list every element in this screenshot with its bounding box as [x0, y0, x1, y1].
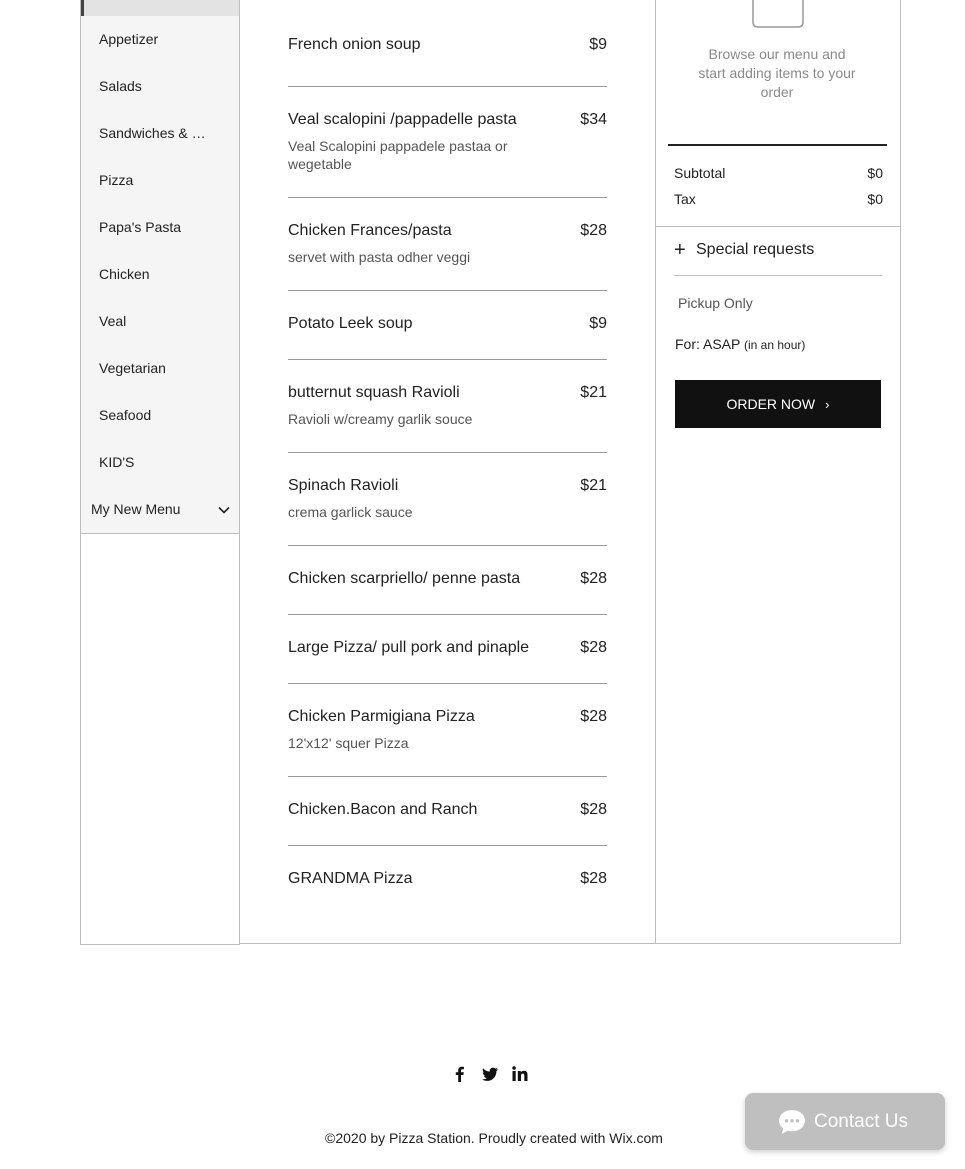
sidebar-item-sandwiches[interactable]: Sandwiches & … — [99, 125, 206, 141]
menu-item-description: Veal Scalopini pappadele pastaa or wegetable — [288, 138, 508, 172]
contact-us-chat-button[interactable] — [745, 1093, 945, 1150]
facebook-icon[interactable] — [451, 1065, 469, 1083]
menu-item[interactable] — [288, 477, 607, 527]
menu-item-name: Spinach Ravioli — [288, 477, 399, 494]
divider — [288, 545, 607, 546]
menu-item-price: $28 — [580, 639, 607, 656]
sidebar-item-papas-pasta[interactable]: Papa's Pasta — [99, 219, 182, 235]
menu-item-name: GRANDMA Pizza — [288, 870, 413, 887]
order-now-label: ORDER NOW — [726, 396, 816, 412]
tax-value: $0 — [867, 191, 883, 207]
menu-selector-dropdown[interactable] — [81, 486, 239, 533]
category-sidebar — [80, 0, 240, 534]
sidebar-item-veal[interactable]: Veal — [99, 313, 127, 329]
menu-item-name: French onion soup — [288, 36, 421, 53]
menu-item[interactable] — [288, 222, 607, 272]
pickup-only-label: Pickup Only — [678, 295, 753, 311]
sidebar-empty-area — [80, 534, 240, 945]
menu-item[interactable] — [288, 708, 607, 758]
order-time-note: (in an hour) — [744, 338, 806, 352]
menu-item[interactable] — [288, 570, 607, 600]
divider — [288, 452, 607, 453]
empty-cart-message: Browse our menu and start adding items to your order — [698, 46, 856, 100]
sidebar-item-vegetarian[interactable]: Vegetarian — [99, 360, 166, 376]
menu-item-price: $9 — [589, 36, 607, 53]
menu-item-name: Veal scalopini /pappadelle pasta — [288, 111, 517, 128]
divider — [288, 290, 607, 291]
sidebar-item-pizza[interactable]: Pizza — [99, 172, 134, 188]
linkedin-icon[interactable] — [511, 1065, 529, 1083]
shopping-bag-icon — [752, 0, 804, 28]
menu-items-list — [240, 0, 655, 944]
chat-bubble-icon — [777, 1108, 807, 1136]
menu-item[interactable] — [288, 384, 607, 434]
order-time-label: For: ASAP — [675, 336, 741, 352]
active-indicator — [81, 0, 84, 16]
menu-item[interactable] — [288, 111, 607, 181]
menu-item-description: Ravioli w/creamy garlik souce — [288, 411, 473, 427]
menu-item-price: $34 — [580, 111, 607, 128]
sidebar-item-chicken[interactable]: Chicken — [99, 266, 150, 282]
menu-item-price: $28 — [580, 801, 607, 818]
category-list — [81, 16, 239, 486]
divider — [288, 683, 607, 684]
copyright-text: ©2020 by Pizza Station. Proudly created with Wix.com — [325, 1130, 663, 1146]
menu-item-description: crema garlick sauce — [288, 504, 413, 520]
subtotal-label: Subtotal — [674, 165, 726, 181]
sidebar-item-salads[interactable]: Salads — [99, 78, 142, 94]
divider — [288, 86, 607, 87]
divider — [288, 359, 607, 360]
menu-item-name: butternut squash Ravioli — [288, 384, 460, 401]
divider — [288, 845, 607, 846]
twitter-icon[interactable] — [481, 1065, 499, 1083]
menu-item-name: Large Pizza/ pull pork and pinaple — [288, 639, 530, 656]
menu-item-price: $28 — [580, 222, 607, 239]
menu-item-price: $28 — [580, 870, 607, 887]
order-now-button[interactable] — [675, 380, 881, 428]
cart-panel — [655, 0, 901, 944]
menu-item-description: servet with pasta odher veggi — [288, 249, 471, 265]
menu-item-name: Chicken Frances/pasta — [288, 222, 452, 239]
menu-item-description: 12'x12' squer Pizza — [288, 735, 409, 751]
menu-item-name: Chicken.Bacon and Ranch — [288, 801, 478, 818]
divider — [288, 197, 607, 198]
menu-item[interactable] — [288, 870, 607, 900]
menu-item-name: Potato Leek soup — [288, 315, 413, 332]
menu-item-price: $28 — [580, 570, 607, 587]
menu-item[interactable] — [288, 315, 607, 345]
divider — [288, 776, 607, 777]
menu-item-price: $21 — [580, 477, 607, 494]
tax-label: Tax — [674, 191, 696, 207]
plus-icon: + — [674, 239, 686, 261]
menu-item[interactable] — [288, 639, 607, 669]
menu-item[interactable] — [288, 801, 607, 831]
chevron-down-icon — [217, 503, 231, 517]
divider — [288, 614, 607, 615]
menu-item-price: $9 — [589, 315, 607, 332]
menu-item-price: $28 — [580, 708, 607, 725]
order-time[interactable] — [675, 336, 805, 352]
sidebar-item-seafood[interactable]: Seafood — [99, 407, 152, 423]
cart-divider — [668, 144, 887, 146]
menu-item-name: Chicken Parmigiana Pizza — [288, 708, 475, 725]
chevron-right-icon: › — [825, 397, 830, 412]
menu-selector-label: My New Menu — [91, 501, 181, 517]
sidebar-item-kids[interactable]: KID'S — [99, 454, 135, 470]
menu-item[interactable] — [288, 36, 607, 66]
menu-item-price: $21 — [580, 384, 607, 401]
sidebar-item-appetizer[interactable]: Appetizer — [99, 31, 159, 47]
contact-us-label: Contact Us — [814, 1111, 908, 1132]
divider — [656, 226, 900, 227]
subtotal-value: $0 — [867, 165, 883, 181]
sidebar-active-item[interactable] — [81, 0, 239, 16]
special-requests-label: Special requests — [696, 241, 815, 258]
menu-item-name: Chicken scarpriello/ penne pasta — [288, 570, 521, 587]
special-requests-toggle[interactable] — [674, 240, 882, 276]
